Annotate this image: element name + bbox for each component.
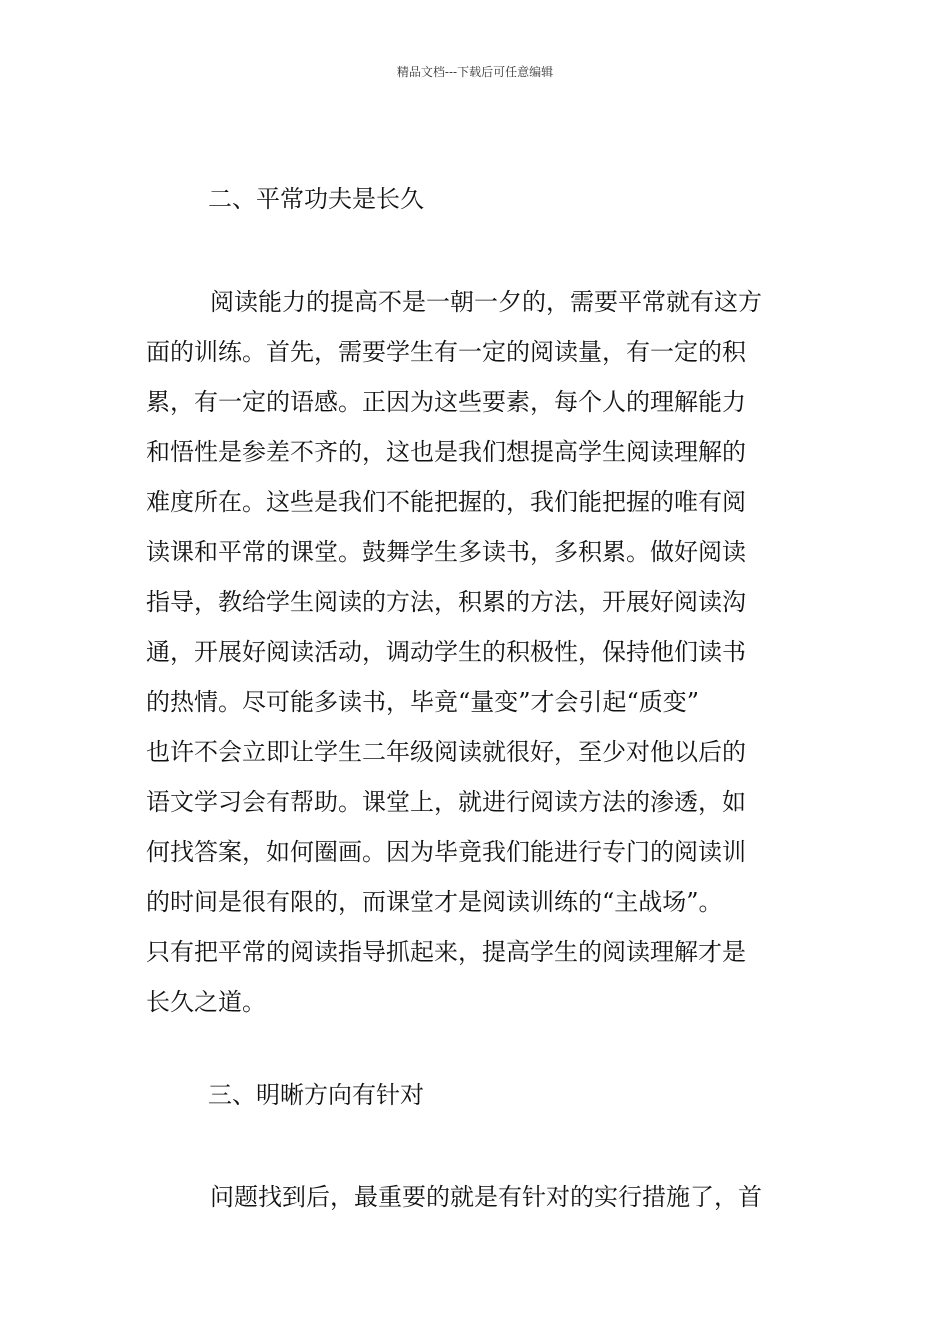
page-header: 精品文档---下载后可任意编辑	[396, 65, 554, 79]
section-3-paragraph	[146, 1172, 806, 1222]
paragraph-line: 语文学习会有帮助。课堂上，就进行阅读方法的渗透，如	[146, 788, 746, 816]
paragraph-line: 读课和平常的课堂。鼓舞学生多读书，多积累。做好阅读	[146, 538, 746, 566]
paragraph-line: 阅读能力的提高不是一朝一夕的，需要平常就有这方	[210, 288, 762, 316]
paragraph-line: 指导，教给学生阅读的方法，积累的方法，开展好阅读沟	[146, 588, 746, 616]
paragraph-line: 难度所在。这些是我们不能把握的，我们能把握的唯有阅	[146, 488, 746, 516]
paragraph-line: 长久之道。	[146, 988, 266, 1016]
paragraph-line: 的热情。尽可能多读书，毕竟“量变”才会引起“质变”	[146, 688, 700, 716]
paragraph-line: 何找答案，如何圈画。因为毕竟我们能进行专门的阅读训	[146, 838, 746, 866]
paragraph-line: 和悟性是参差不齐的，这也是我们想提高学生阅读理解的	[146, 438, 746, 466]
section-heading-3: 三、明晰方向有针对	[208, 1081, 424, 1109]
paragraph-line: 只有把平常的阅读指导抓起来，提高学生的阅读理解才是	[146, 938, 746, 966]
section-2-paragraph	[146, 277, 806, 1027]
paragraph-line: 也许不会立即让学生二年级阅读就很好，至少对他以后的	[146, 738, 746, 766]
paragraph-line: 问题找到后，最重要的就是有针对的实行措施了，首	[210, 1183, 762, 1211]
paragraph-line: 累，有一定的语感。正因为这些要素，每个人的理解能力	[146, 388, 746, 416]
paragraph-line: 面的训练。首先，需要学生有一定的阅读量，有一定的积	[146, 338, 746, 366]
section-heading-2: 二、平常功夫是长久	[208, 185, 424, 213]
paragraph-line: 的时间是很有限的，而课堂才是阅读训练的“主战场”。	[146, 888, 723, 916]
paragraph-line: 通，开展好阅读活动，调动学生的积极性，保持他们读书	[146, 638, 746, 666]
